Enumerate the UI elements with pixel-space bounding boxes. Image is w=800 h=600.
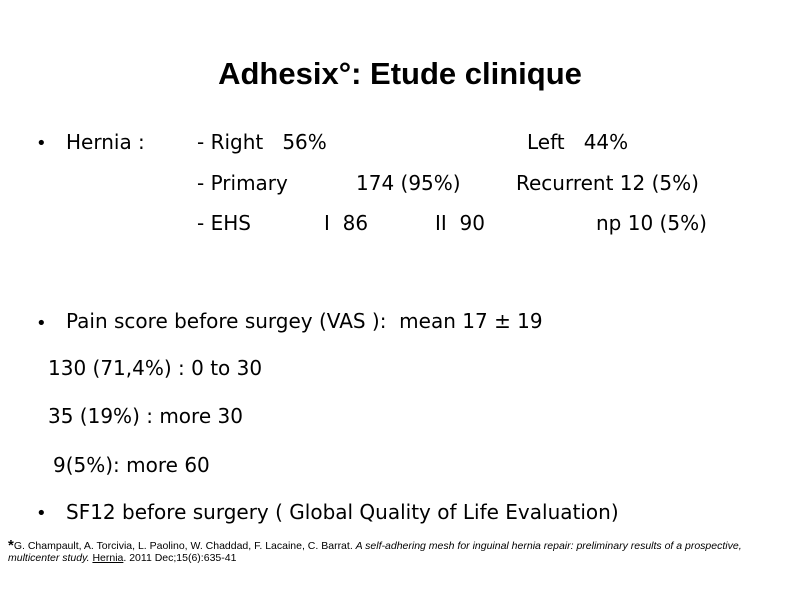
slide-title: Adhesix°: Etude clinique bbox=[218, 56, 582, 91]
pain-sub-1: 130 (71,4%) : 0 to 30 bbox=[48, 356, 263, 380]
pain-sub-3: 9(5%): more 60 bbox=[53, 453, 210, 477]
hernia-right: - Right 56% bbox=[197, 130, 327, 154]
footnote-star: * bbox=[8, 537, 14, 554]
hernia-ehs-i: I 86 bbox=[324, 211, 369, 235]
sf12-line: SF12 before surgery ( Global Quality of Life Evaluation) bbox=[66, 500, 619, 524]
bullet-pain: • bbox=[36, 313, 47, 334]
pain-sub-2: 35 (19%) : more 30 bbox=[48, 404, 243, 428]
footnote-journal-link[interactable]: Hernia bbox=[92, 552, 124, 564]
bullet-hernia: • bbox=[36, 133, 47, 154]
hernia-ehs: - EHS bbox=[197, 211, 251, 235]
bullet-sf12: • bbox=[36, 503, 47, 524]
pain-line: Pain score before surgey (VAS ): mean 17 ± 19 bbox=[66, 309, 543, 333]
footnote-authors: G. Champault, A. Torcivia, L. Paolino, W. Chaddad, F. Lacaine, C. Barrat. bbox=[13, 540, 356, 552]
hernia-recurrent: Recurrent 12 (5%) bbox=[516, 171, 699, 195]
hernia-primary: - Primary bbox=[197, 171, 288, 195]
hernia-ehs-np: np 10 (5%) bbox=[596, 211, 707, 235]
footnote-ref: . 2011 Dec;15(6):635-41 bbox=[123, 552, 237, 564]
hernia-label: Hernia : bbox=[66, 130, 145, 154]
hernia-left: Left 44% bbox=[527, 130, 629, 154]
footnote-article-title: A self-adhering mesh for inguinal hernia repair: preliminary results of a prospective, multicenter study. bbox=[8, 540, 742, 564]
hernia-primary-value: 174 (95%) bbox=[356, 171, 461, 195]
hernia-ehs-ii: II 90 bbox=[435, 211, 485, 235]
footnote-citation bbox=[8, 537, 792, 564]
